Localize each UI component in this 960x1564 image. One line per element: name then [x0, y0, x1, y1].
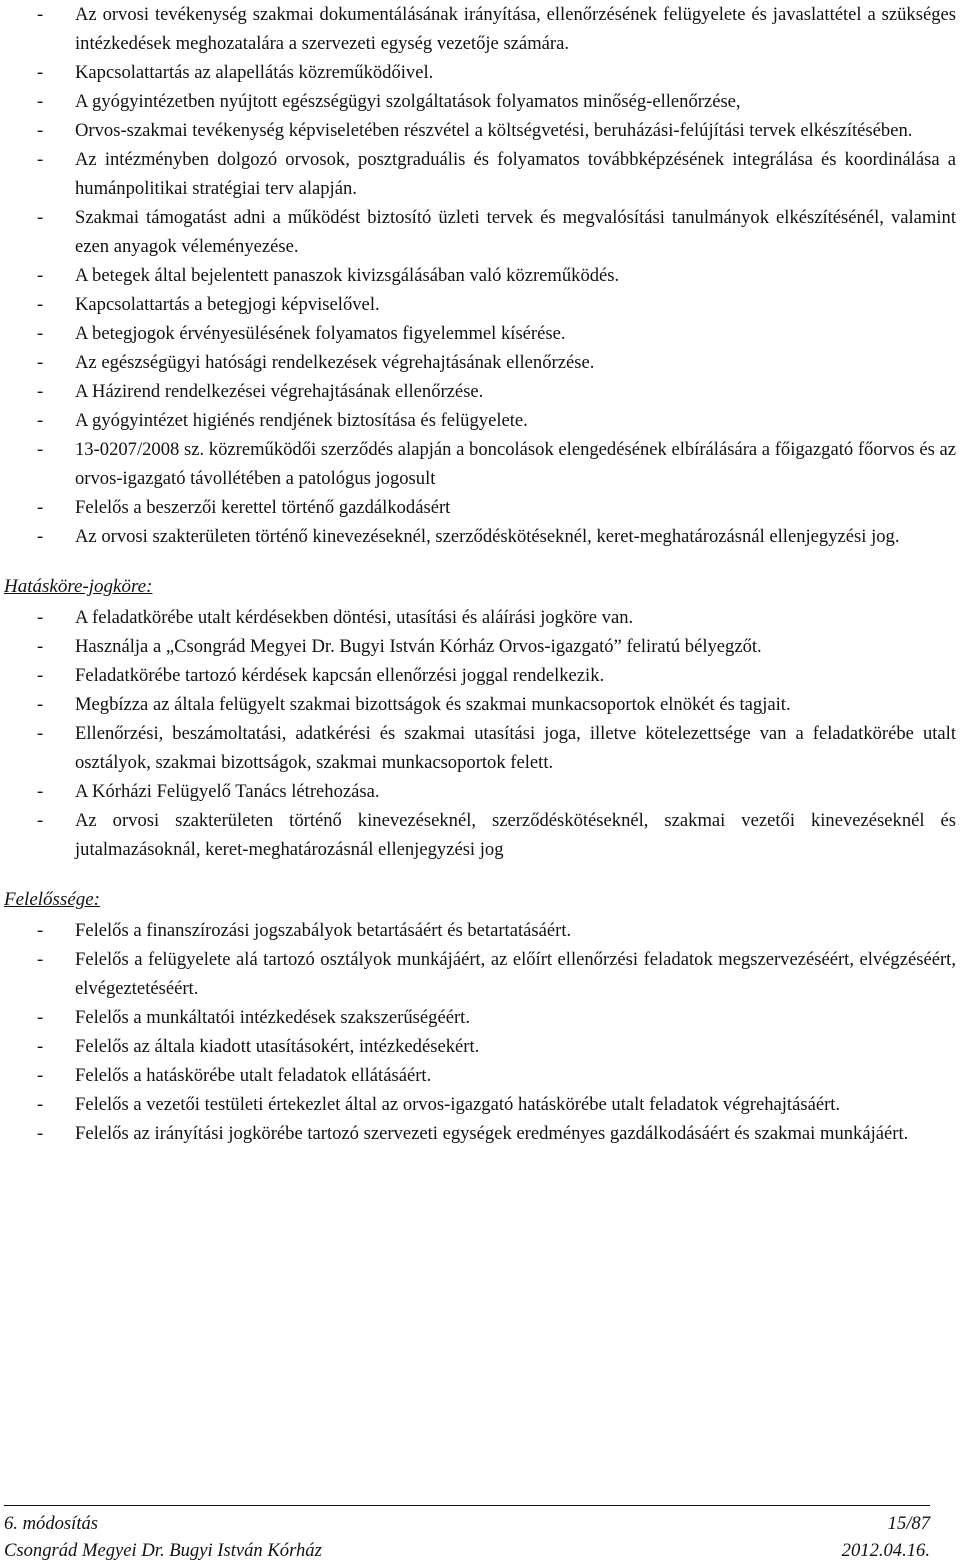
list-item: - Felelős a hatáskörébe utalt feladatok ellátásáért. [0, 1061, 960, 1090]
list-item: - Az orvosi szakterületen történő kinevezéseknél, szerződéskötéseknél, keret-meghatározásnál ellenjegyzési jog. [0, 522, 960, 551]
list-item: - Felelős a munkáltatói intézkedések szakszerűségéért. [0, 1003, 960, 1032]
duties-list [0, 0, 960, 551]
list-item: - A gyógyintézetben nyújtott egészségügyi szolgáltatások folyamatos minőség-ellenőrzése, [0, 87, 960, 116]
list-item: - A betegjogok érvényesülésének folyamatos figyelemmel kísérése. [0, 319, 960, 348]
list-item: - Az orvosi tevékenység szakmai dokumentálásának irányítása, ellenőrzésének felügyelete és javaslattétel a szükséges intézkedések meghozatalára a szervezeti egység vezetője számára. [0, 0, 960, 58]
responsibility-section [0, 886, 960, 1148]
list-item: - A feladatkörébe utalt kérdésekben döntési, utasítási és aláírási jogköre van. [0, 603, 960, 632]
authority-section [0, 573, 960, 864]
list-item: - Szakmai támogatást adni a működést biztosító üzleti tervek és megvalósítási tanulmányok elkészítésénél, valamint ezen anyagok véleményezése. [0, 203, 960, 261]
list-item: - Kapcsolattartás az alapellátás közreműködőivel. [0, 58, 960, 87]
list-item: - Felelős az irányítási jogkörébe tartozó szervezeti egységek eredményes gazdálkodásáért és szakmai munkájáért. [0, 1119, 960, 1148]
list-item: - Kapcsolattartás a betegjogi képviselővel. [0, 290, 960, 319]
list-item: - Az orvosi szakterületen történő kinevezéseknél, szerződéskötéseknél, szakmai vezetői kinevezéseknél és jutalmazásoknál, keret-meghatározásnál ellenjegyzési jog [0, 806, 960, 864]
list-item: - Felelős a beszerzői kerettel történő gazdálkodásért [0, 493, 960, 522]
list-item: - Felelős a felügyelete alá tartozó osztályok munkájáért, az előírt ellenőrzési feladatok megszervezéséért, elvégzéséért, elvégeztetéséért. [0, 945, 960, 1003]
list-item: - 13-0207/2008 sz. közreműködői szerződés alapján a boncolások elengedésének elbírálására a főigazgató főorvos és az orvos-igazgató távollétében a patológus jogosult [0, 435, 960, 493]
authority-heading: Hatásköre-jogköre: [4, 576, 153, 597]
list-item: - Felelős a vezetői testületi értekezlet által az orvos-igazgató hatáskörébe utalt feladatok végrehajtásáért. [0, 1090, 960, 1119]
list-item: - Felelős a finanszírozási jogszabályok betartásáért és betartatásáért. [0, 916, 960, 945]
list-item: - Használja a „Csongrád Megyei Dr. Bugyi István Kórház Orvos-igazgató” feliratú bélyegzőt. [0, 632, 960, 661]
list-item: - A Házirend rendelkezései végrehajtásának ellenőrzése. [0, 377, 960, 406]
authority-list [0, 603, 960, 864]
list-item: - Az egészségügyi hatósági rendelkezések végrehajtásának ellenőrzése. [0, 348, 960, 377]
footer-date: 2012.04.16. [841, 1540, 930, 1561]
list-item: - A betegek által bejelentett panaszok kivizsgálásában való közreműködés. [0, 261, 960, 290]
responsibility-heading: Felelőssége: [4, 889, 101, 910]
list-item: - Megbízza az általa felügyelt szakmai bizottságok és szakmai munkacsoportok elnökét és tagjait. [0, 690, 960, 719]
list-item: - A Kórházi Felügyelő Tanács létrehozása. [0, 777, 960, 806]
list-item: - Felelős az általa kiadott utasításokért, intézkedésekért. [0, 1032, 960, 1061]
responsibility-list [0, 916, 960, 1148]
footer-page-number: 15/87 [887, 1513, 930, 1534]
list-item: - A gyógyintézet higiénés rendjének biztosítása és felügyelete. [0, 406, 960, 435]
list-item: - Ellenőrzési, beszámoltatási, adatkérési és szakmai utasítási joga, illetve kötelezettsége van a feladatkörébe utalt osztályok, szakmai bizottságok, szakmai munkacsoportok felett. [0, 719, 960, 777]
list-item: - Orvos-szakmai tevékenység képviseletében részvétel a költségvetési, beruházási-felújítási tervek elkészítésében. [0, 116, 960, 145]
footer-revision: 6. módosítás [4, 1513, 99, 1534]
list-item: - Feladatkörébe tartozó kérdések kapcsán ellenőrzési joggal rendelkezik. [0, 661, 960, 690]
page-footer [4, 1505, 930, 1564]
list-item: - Az intézményben dolgozó orvosok, posztgraduális és folyamatos továbbképzésének integrálása és koordinálása a humánpolitikai stratégiai terv alapján. [0, 145, 960, 203]
footer-organization: Csongrád Megyei Dr. Bugyi István Kórház [4, 1540, 322, 1561]
